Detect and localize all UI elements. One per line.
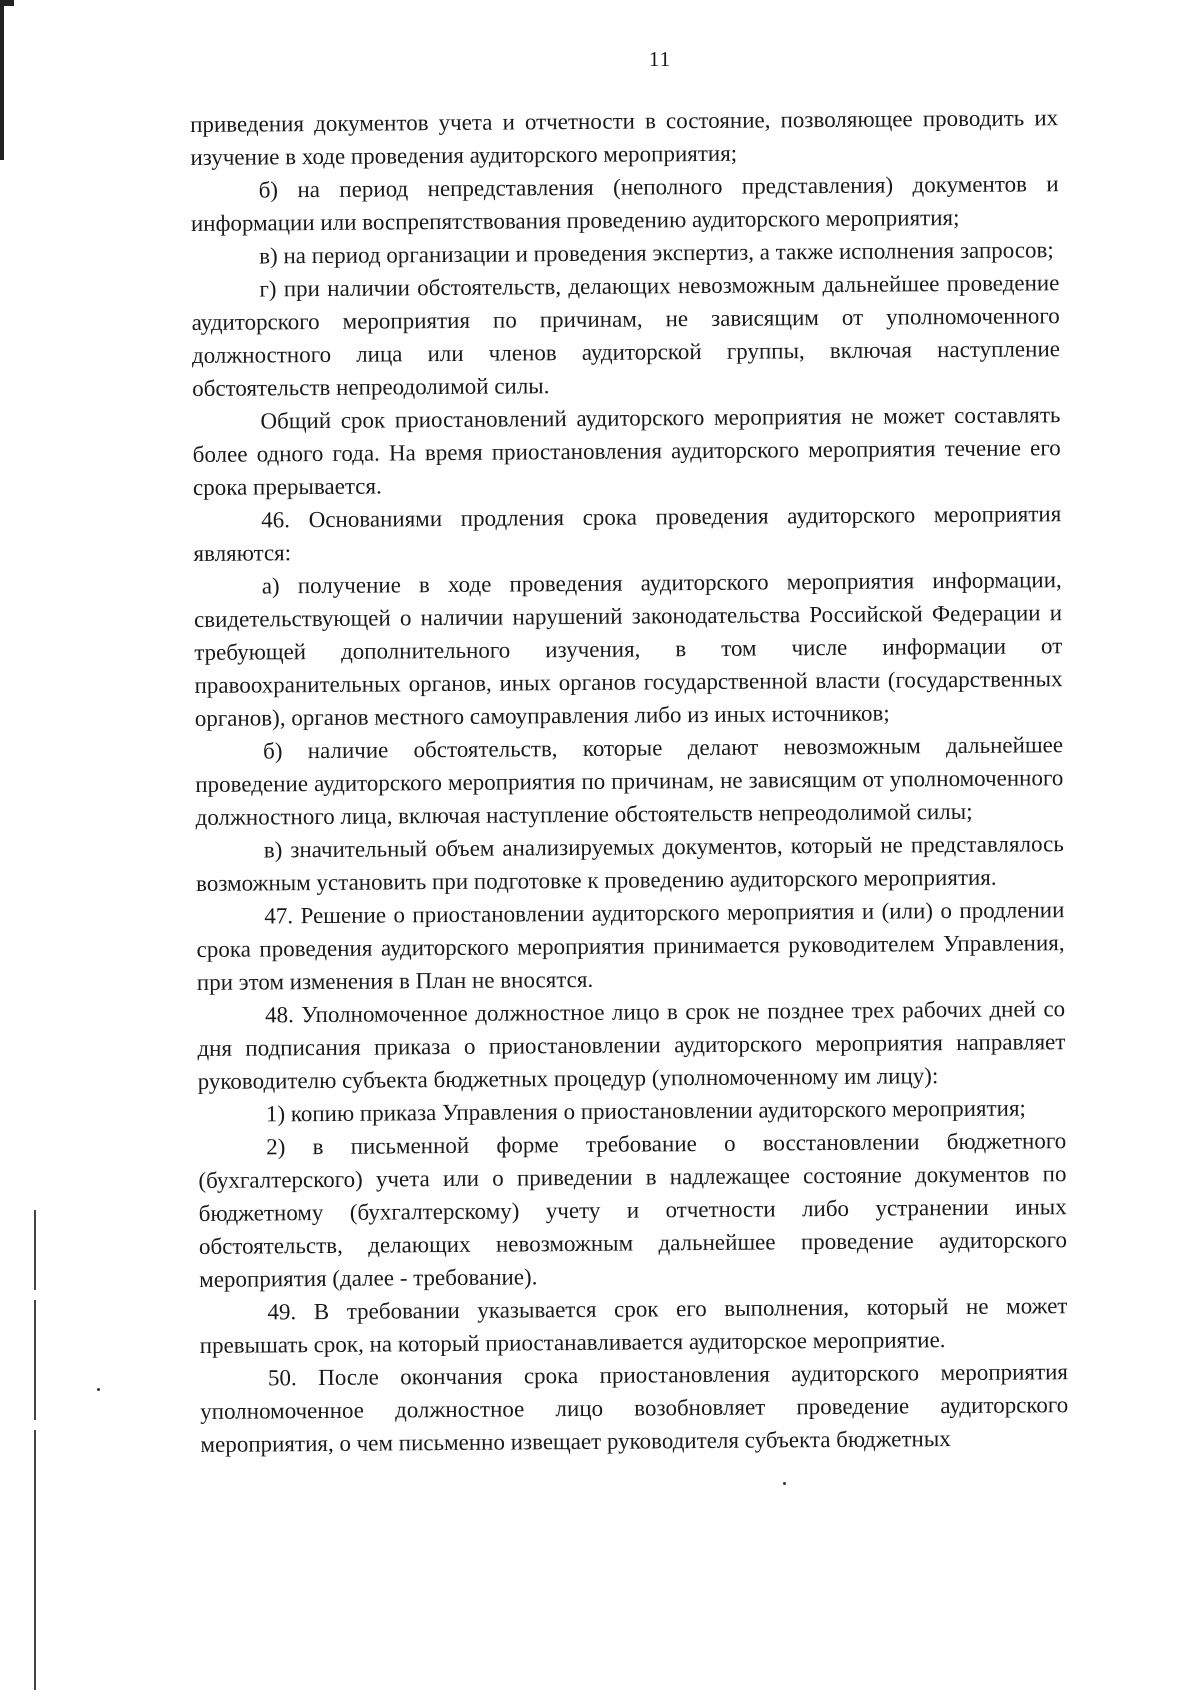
paragraph: Общий срок приостановлений аудиторского мероприятия не может составлять более одного года. На время приостановления аудиторского мероприятия течение его срока прерывается.	[192, 402, 1061, 500]
binding-mark	[34, 1300, 36, 1420]
paragraph: 50. После окончания срока приостановления аудиторского мероприятия уполномоченное должностное лицо возобновляет проведение аудиторского мероприятия, о чем письменно извещает руководителя субъекта бюджетных	[200, 1359, 1069, 1457]
paragraph: 1) копию приказа Управления о приостановлении аудиторского мероприятия;	[265, 1095, 1026, 1127]
binding-mark	[34, 1430, 36, 1690]
document-body	[190, 101, 1069, 1461]
paragraph: 49. В требовании указывается срок его выполнения, который не может превышать срок, на который приостанавливается аудиторское мероприятие.	[199, 1293, 1068, 1358]
scan-speck	[783, 1482, 786, 1485]
paragraph: приведения документов учета и отчетности в состояние, позволяющее проводить их изучение в ходе проведения аудиторского мероприятия;	[190, 105, 1059, 170]
paragraph: б) на период непредставления (неполного представления) документов и информации или воспрепятствования проведению аудиторского мероприятия;	[190, 171, 1059, 236]
scan-speck	[97, 1388, 100, 1391]
paragraph: 47. Решение о приостановлении аудиторского мероприятия и (или) о продлении срока проведения аудиторского мероприятия принимается руководителем Управления, при этом изменения в План не вносятся.	[196, 897, 1065, 995]
paragraph: 2) в письменной форме требование о восстановлении бюджетного (бухгалтерского) учета или о приведении в надлежащее состояние документов по бюджетному (бухгалтерскому) учету и отчетности либо устранении иных обстоятельств, делающих невозможным дальнейшее проведение аудиторского мероприятия (далее - требование).	[198, 1128, 1068, 1292]
paragraph: б) наличие обстоятельств, которые делают невозможным дальнейшее проведение аудиторского мероприятия по причинам, не зависящим от уполномоченного должностного лица, включая наступление обстоятельств непреодолимой силы;	[195, 732, 1064, 830]
scan-edge-left	[0, 0, 4, 160]
paragraph: в) на период организации и проведения экспертиз, а также исполнения запросов;	[259, 237, 1054, 269]
page-number: 11	[648, 47, 672, 71]
binding-mark	[34, 1210, 36, 1290]
paragraph: г) при наличии обстоятельств, делающих невозможным дальнейшее проведение аудиторского мероприятия по причинам, не зависящим от уполномоченного должностного лица или членов аудиторской группы, включая наступление обстоятельств непреодолимой силы.	[191, 270, 1061, 401]
paragraph: 48. Уполномоченное должностное лицо в срок не позднее трех рабочих дней со дня подписания приказа о приостановлении аудиторского мероприятия направляет руководителю субъекта бюджетных процедур (уполномоченному им лицу):	[197, 996, 1066, 1094]
paragraph: а) получение в ходе проведения аудиторского мероприятия информации, свидетельствующей о наличии нарушений законодательства Российской Федерации и требующей дополнительного изучения, в том числе информации от правоохранительных органов, иных органов государственной власти (государственных органов), органов местного самоуправления либо из иных источников;	[193, 567, 1063, 731]
paragraph: в) значительный объем анализируемых документов, который не представлялось возможным установить при подготовке к проведению аудиторского мероприятия.	[195, 831, 1064, 896]
paragraph: 46. Основаниями продления срока проведения аудиторского мероприятия являются:	[193, 501, 1062, 566]
